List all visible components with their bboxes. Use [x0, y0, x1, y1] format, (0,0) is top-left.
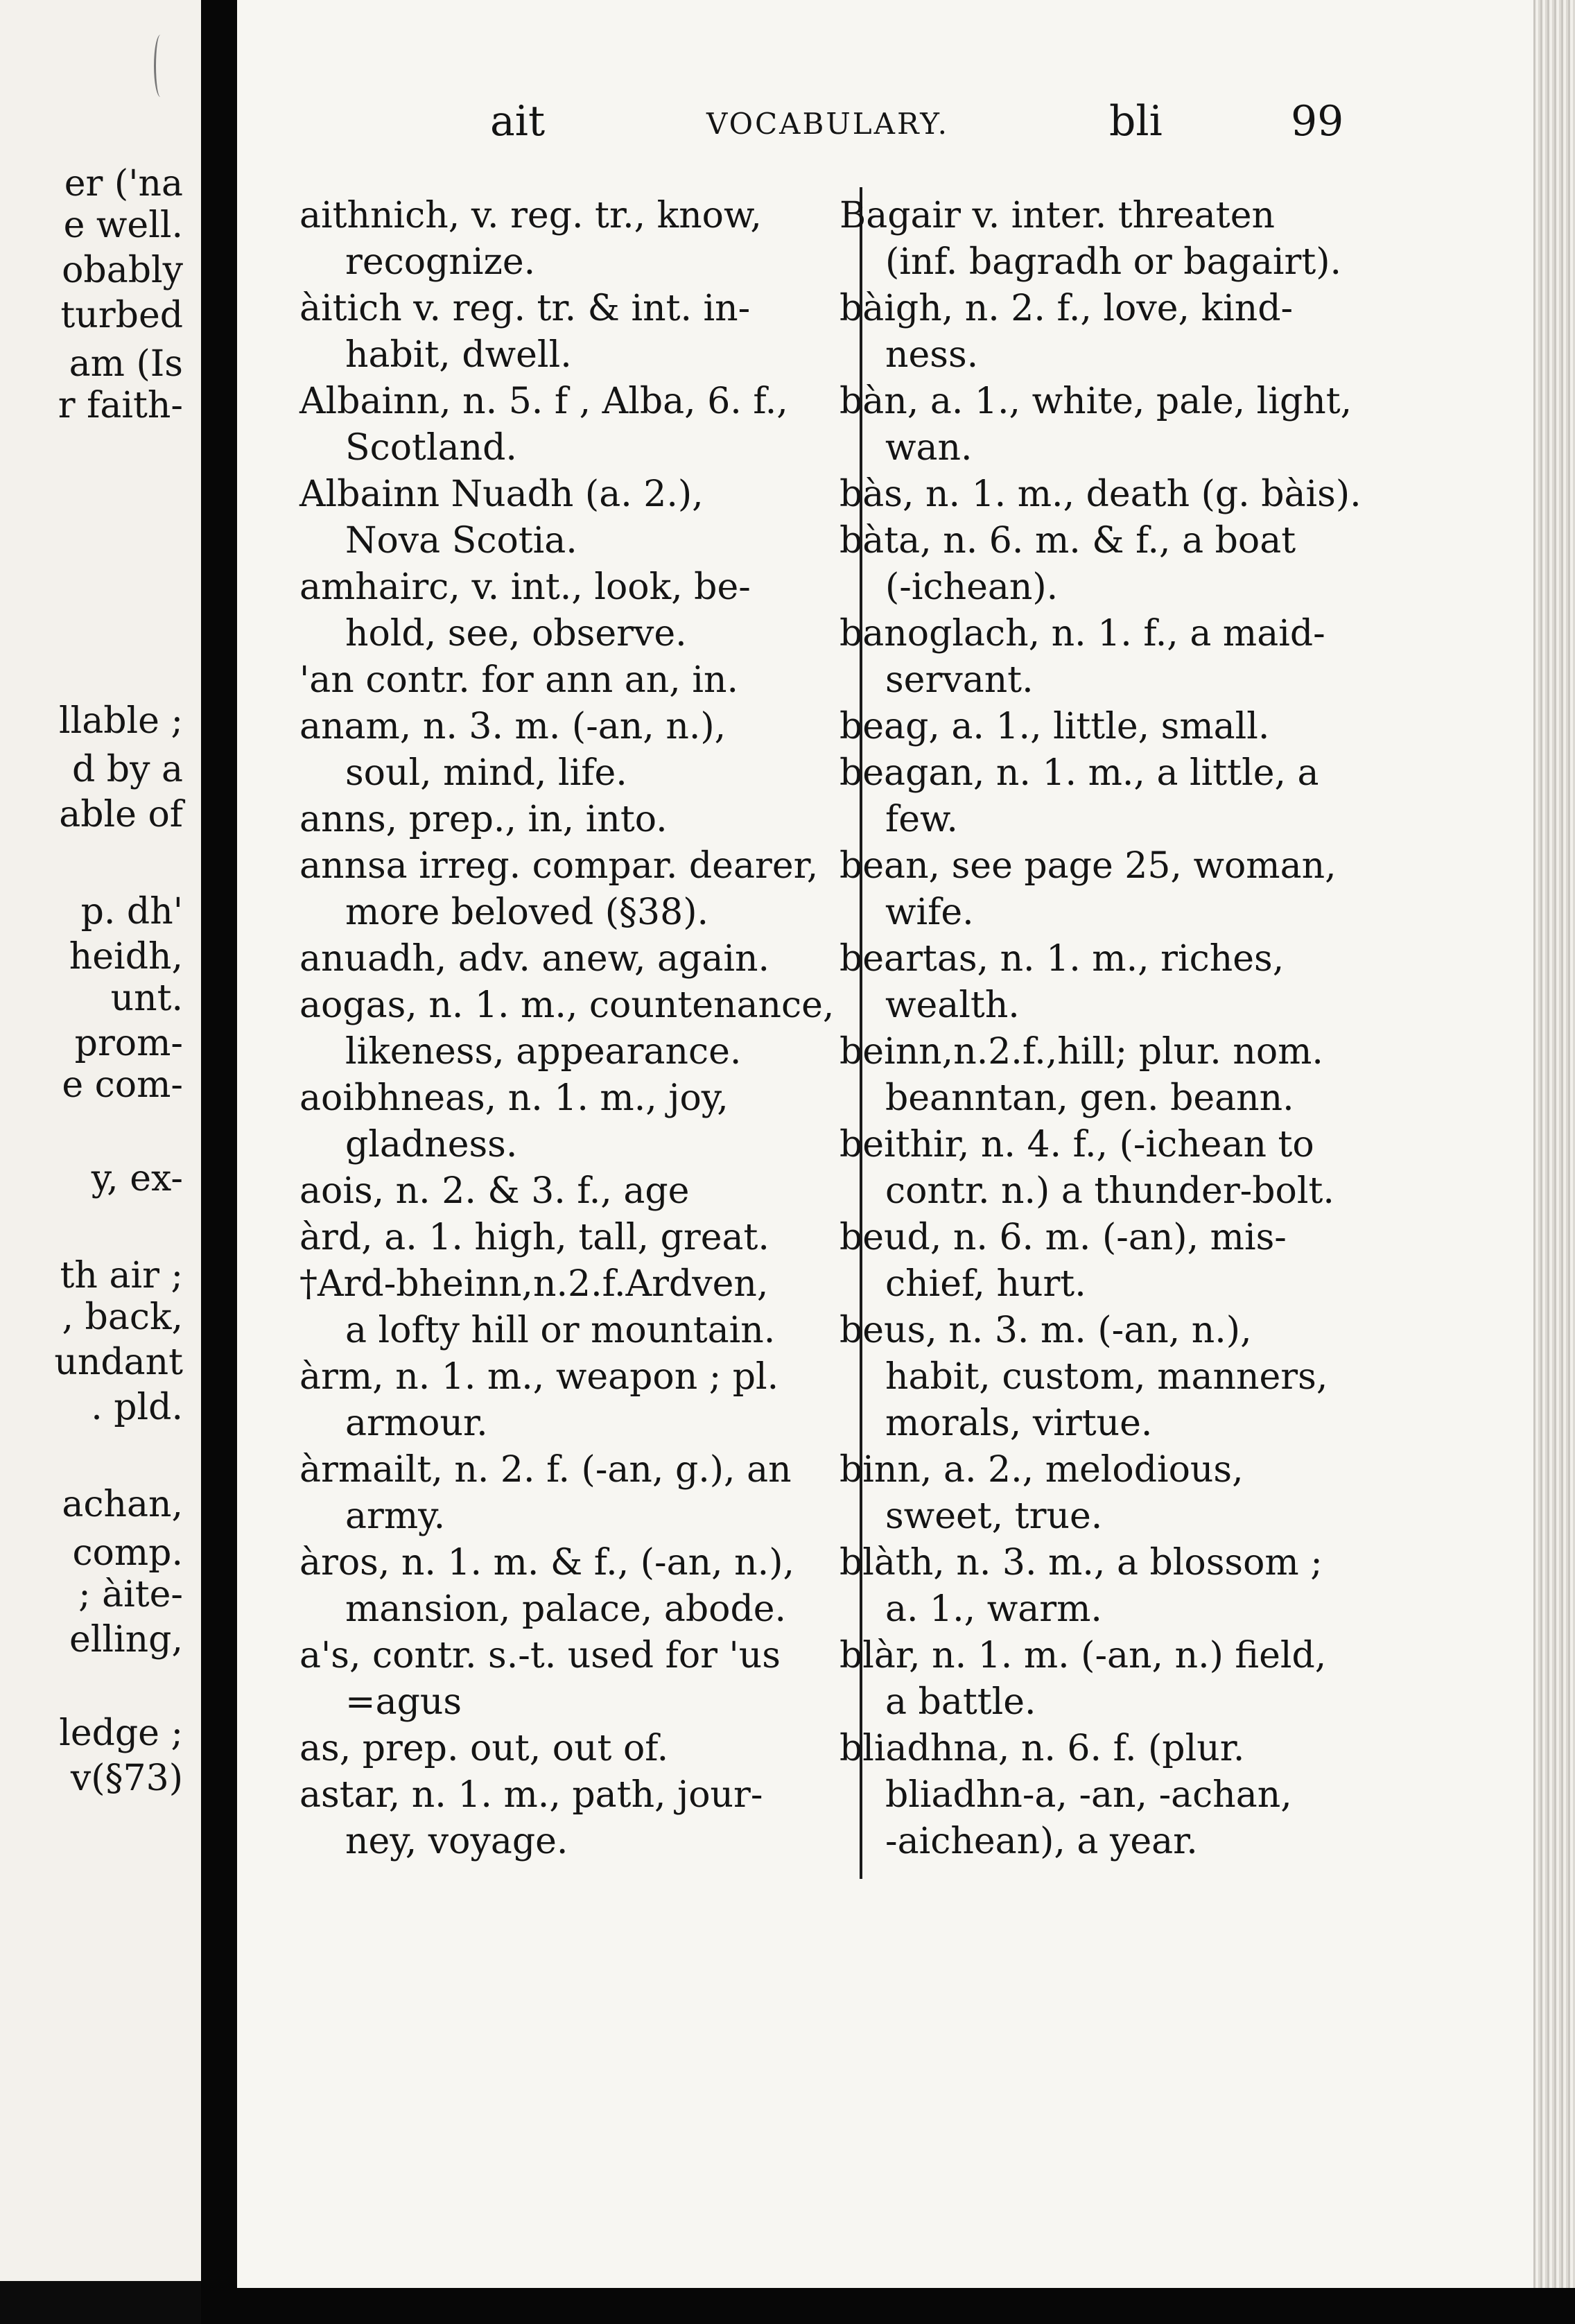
dictionary-entry: [299, 471, 840, 564]
previous-page-line: unt.: [110, 978, 183, 1019]
dictionary-entry: [299, 379, 840, 471]
dictionary-entry: [839, 1447, 1366, 1540]
dictionary-entry: [299, 1215, 840, 1261]
entry-headline: annsa irreg. compar. dearer,: [299, 845, 819, 887]
entry-headline: anam, n. 3. m. (-an, n.),: [299, 706, 726, 747]
previous-page-line: ledge ;: [59, 1712, 183, 1754]
entry-headline: beag, a. 1., little, small.: [839, 706, 1270, 747]
previous-page-line: th air ;: [60, 1255, 183, 1297]
entry-headline: amhairc, v. int., look, be-: [299, 566, 751, 608]
dictionary-entry: [839, 704, 1366, 750]
dictionary-entry: [299, 1168, 840, 1215]
previous-page-line: prom-: [74, 1023, 183, 1064]
page-edge: [1533, 0, 1575, 2288]
entry-continuation: ney, voyage.: [345, 1821, 568, 1862]
entry-continuation: -aichean), a year.: [885, 1821, 1198, 1862]
previous-page-line: llable ;: [58, 700, 183, 742]
dictionary-entry: [839, 1540, 1366, 1633]
dictionary-entry: [839, 843, 1366, 936]
entry-headline: àrmailt, n. 2. f. (-an, g.), an: [299, 1449, 792, 1491]
entry-headline: anuadh, adv. anew, again.: [299, 938, 769, 980]
entry-continuation: armour.: [345, 1403, 488, 1444]
dictionary-entry: [299, 843, 840, 936]
entry-continuation: soul, mind, life.: [345, 752, 627, 794]
entry-continuation: servant.: [885, 659, 1034, 701]
entry-headline: beithir, n. 4. f., (-ichean to: [839, 1124, 1314, 1165]
entry-headline: bàs, n. 1. m., death (g. bàis).: [839, 474, 1361, 515]
entry-continuation: more beloved (§38).: [345, 892, 709, 933]
previous-page-line: y, ex-: [91, 1158, 183, 1199]
entry-headline: beagan, n. 1. m., a little, a: [839, 752, 1319, 794]
dictionary-entry: [299, 1633, 840, 1726]
dictionary-entry: [299, 936, 840, 982]
dictionary-entry: [839, 1029, 1366, 1122]
entry-headline: àrm, n. 1. m., weapon ; pl.: [299, 1356, 779, 1398]
previous-page-line: r faith-: [58, 385, 183, 426]
entry-continuation: (inf. bagradh or bagairt).: [885, 241, 1342, 283]
entry-continuation: wealth.: [885, 985, 1020, 1026]
previous-page-line: p. dh': [80, 891, 183, 933]
previous-page-line: d by a: [71, 749, 183, 790]
entry-continuation: Scotland.: [345, 427, 517, 469]
dictionary-entry: [839, 193, 1366, 286]
dictionary-entry: [839, 518, 1366, 611]
dictionary-entry: [839, 936, 1366, 1029]
entry-headline: anns, prep., in, into.: [299, 799, 668, 840]
previous-page: [0, 0, 201, 2281]
dictionary-entry: [299, 1726, 840, 1772]
entry-headline: beartas, n. 1. m., riches,: [839, 938, 1285, 980]
left-guide-word: ait: [490, 97, 546, 146]
entry-continuation: army.: [345, 1495, 446, 1537]
dictionary-entry: [839, 1215, 1366, 1308]
book-gutter: [201, 0, 237, 2324]
entry-headline: aogas, n. 1. m., countenance,: [299, 985, 835, 1026]
entry-headline: bàta, n. 6. m. & f., a boat: [839, 520, 1296, 562]
previous-page-line: . pld.: [91, 1387, 183, 1428]
entry-headline: bàn, a. 1., white, pale, light,: [839, 381, 1352, 422]
entry-continuation: few.: [885, 799, 958, 840]
dictionary-entry: [839, 1726, 1366, 1865]
previous-page-line: undant: [54, 1342, 183, 1383]
entry-headline: àros, n. 1. m. & f., (-an, n.),: [299, 1542, 795, 1584]
previous-page-line: am (Is: [69, 343, 183, 385]
entry-continuation: =agus: [345, 1681, 462, 1723]
dictionary-entry: [839, 1633, 1366, 1726]
bottom-shadow: [237, 2288, 1575, 2324]
entry-continuation: wan.: [885, 427, 973, 469]
previous-page-line: e well.: [63, 205, 183, 246]
entry-continuation: a. 1., warm.: [885, 1588, 1102, 1630]
dictionary-entry: [299, 286, 840, 379]
previous-page-line: heidh,: [69, 936, 183, 978]
entry-continuation: wife.: [885, 892, 974, 933]
page-mark: [154, 35, 167, 97]
entry-headline: aois, n. 2. & 3. f., age: [299, 1170, 690, 1212]
entry-headline: banoglach, n. 1. f., a maid-: [839, 613, 1325, 654]
entry-continuation: beanntan, gen. beann.: [885, 1077, 1294, 1119]
entry-continuation: habit, custom, manners,: [885, 1356, 1328, 1398]
previous-page-line: e com-: [62, 1064, 183, 1106]
entry-continuation: sweet, true.: [885, 1495, 1103, 1537]
dictionary-entry: [299, 657, 840, 704]
dictionary-entry: [299, 797, 840, 843]
dictionary-entry: [299, 1075, 840, 1168]
page-number: 99: [1291, 97, 1344, 146]
entry-headline: bean, see page 25, woman,: [839, 845, 1337, 887]
entry-headline: beus, n. 3. m. (-an, n.),: [839, 1310, 1252, 1351]
running-head: [237, 97, 1575, 153]
entry-continuation: a battle.: [885, 1681, 1036, 1723]
dictionary-entry: [299, 1447, 840, 1540]
dictionary-entry: [299, 982, 840, 1075]
entry-continuation: morals, virtue.: [885, 1403, 1153, 1444]
entry-continuation: habit, dwell.: [345, 334, 572, 376]
right-column: [839, 193, 1547, 1865]
entry-continuation: hold, see, observe.: [345, 613, 687, 654]
entry-headline: Bagair v. inter. threaten: [839, 195, 1275, 236]
right-guide-word: bli: [1109, 97, 1163, 146]
entry-continuation: a lofty hill or mountain.: [345, 1310, 776, 1351]
entry-headline: blàr, n. 1. m. (-an, n.) field,: [839, 1635, 1327, 1676]
previous-page-line: achan,: [62, 1484, 183, 1525]
entry-headline: blàth, n. 3. m., a blossom ;: [839, 1542, 1323, 1584]
entry-headline: beud, n. 6. m. (-an), mis-: [839, 1217, 1287, 1258]
previous-page-line: obably: [62, 250, 183, 291]
dictionary-entry: [299, 1540, 840, 1633]
entry-headline: aithnich, v. reg. tr., know,: [299, 195, 762, 236]
previous-page-line: able of: [59, 794, 183, 835]
entry-continuation: bliadhn-a, -an, -achan,: [885, 1774, 1292, 1816]
entry-continuation: ness.: [885, 334, 979, 376]
entry-continuation: contr. n.) a thunder-bolt.: [885, 1170, 1334, 1212]
vocabulary-page: [237, 0, 1575, 2288]
dictionary-entry: [839, 750, 1366, 843]
previous-page-line: v(§73): [70, 1758, 183, 1799]
previous-page-line: ; àite-: [78, 1574, 183, 1615]
entry-headline: bàigh, n. 2. f., love, kind-: [839, 288, 1294, 329]
dictionary-entry: [839, 286, 1366, 379]
entry-headline: a's, contr. s.-t. used for 'us: [299, 1635, 781, 1676]
entry-headline: †Ard-bheinn,n.2.f.Ardven,: [299, 1263, 769, 1305]
entry-headline: àitich v. reg. tr. & int. in-: [299, 288, 751, 329]
dictionary-entry: [839, 611, 1366, 704]
entry-headline: àrd, a. 1. high, tall, great.: [299, 1217, 769, 1258]
entry-continuation: mansion, palace, abode.: [345, 1588, 787, 1630]
dictionary-entry: [299, 704, 840, 797]
previous-page-line: comp.: [72, 1532, 183, 1574]
dictionary-entry: [839, 1308, 1366, 1447]
page-title: VOCABULARY.: [706, 107, 949, 141]
entry-continuation: likeness, appearance.: [345, 1031, 742, 1073]
entry-headline: astar, n. 1. m., path, jour-: [299, 1774, 763, 1816]
entry-headline: Albainn, n. 5. f , Alba, 6. f.,: [299, 381, 788, 422]
previous-page-line: er ('na: [64, 163, 183, 205]
previous-page-line: elling,: [69, 1619, 183, 1660]
entry-headline: binn, a. 2., melodious,: [839, 1449, 1244, 1491]
entry-continuation: (-ichean).: [885, 566, 1059, 608]
previous-page-line: , back,: [62, 1297, 183, 1338]
dictionary-entry: [299, 1261, 840, 1354]
entry-headline: Albainn Nuadh (a. 2.),: [299, 474, 704, 515]
entry-headline: aoibhneas, n. 1. m., joy,: [299, 1077, 729, 1119]
entry-continuation: recognize.: [345, 241, 536, 283]
entry-continuation: Nova Scotia.: [345, 520, 577, 562]
dictionary-entry: [299, 193, 840, 286]
dictionary-entry: [839, 379, 1366, 471]
previous-page-line: turbed: [60, 295, 183, 336]
dictionary-entry: [839, 1122, 1366, 1215]
dictionary-entry: [299, 1772, 840, 1865]
entry-continuation: chief, hurt.: [885, 1263, 1086, 1305]
dictionary-entry: [299, 564, 840, 657]
dictionary-entry: [839, 471, 1366, 518]
entry-headline: beinn,n.2.f.,hill; plur. nom.: [839, 1031, 1323, 1073]
entry-headline: bliadhna, n. 6. f. (plur.: [839, 1728, 1245, 1769]
entry-headline: 'an contr. for ann an, in.: [299, 659, 738, 701]
entry-continuation: gladness.: [345, 1124, 518, 1165]
dictionary-entry: [299, 1354, 840, 1447]
entry-headline: as, prep. out, out of.: [299, 1728, 669, 1769]
